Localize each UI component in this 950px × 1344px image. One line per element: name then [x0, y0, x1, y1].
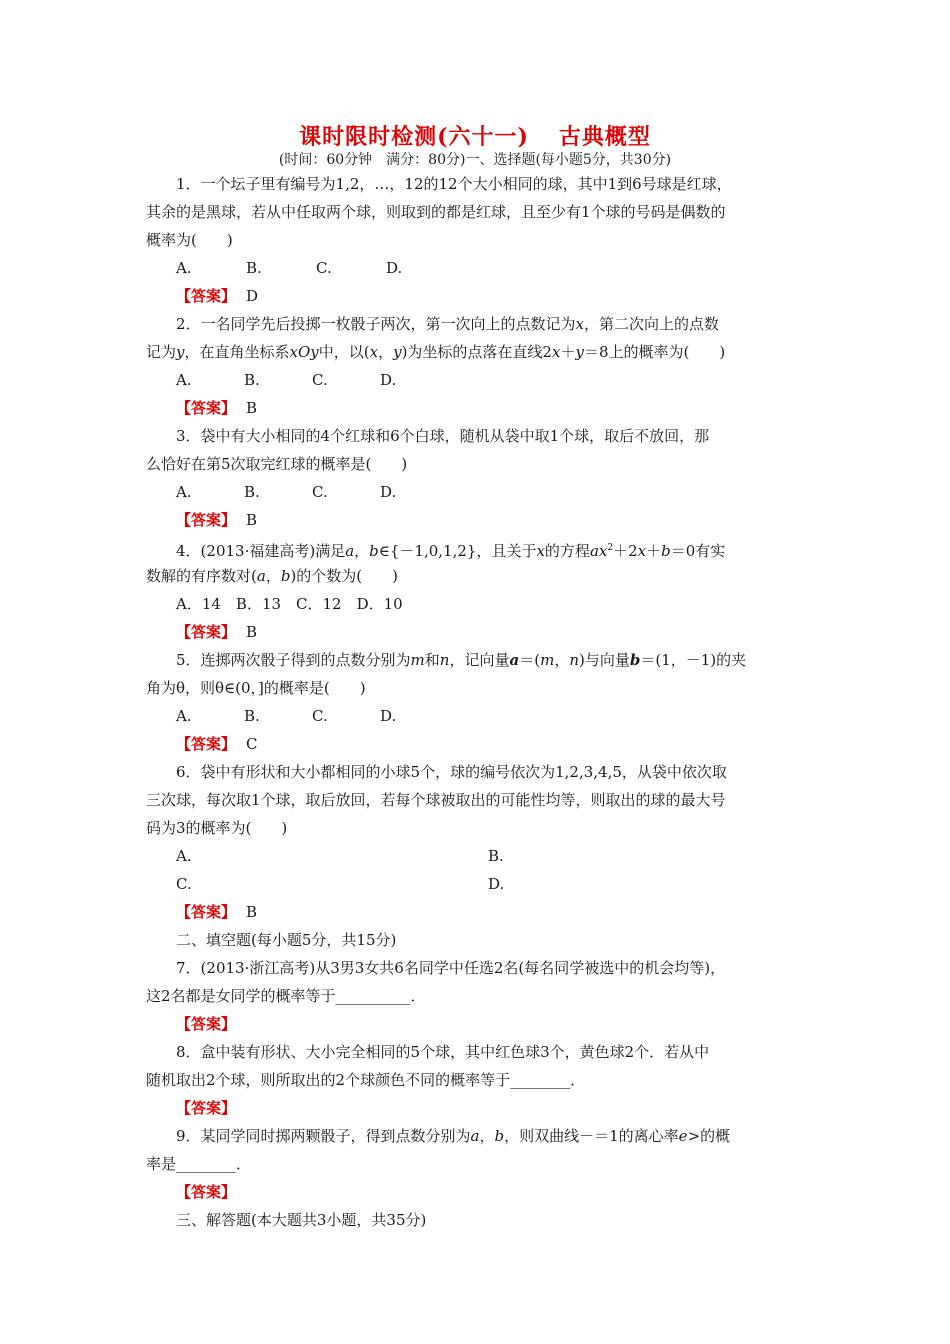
question-1-answer — [146, 282, 812, 310]
option-b: B. — [488, 847, 504, 865]
answer-tag: 【答案】 — [176, 399, 237, 417]
section-3-heading: 三、解答题(本大题共3小题，共35分) — [176, 1211, 427, 1229]
question-1-line-2: 其余的是黑球，若从中任取两个球，则取到的都是红球，且至少有1个球的号码是偶数的 — [146, 203, 726, 221]
option-d: D. — [488, 875, 505, 893]
answer-value: B — [246, 623, 258, 641]
option-a: A. — [176, 371, 192, 389]
question-1-line-1: 1．一个坛子里有编号为1,2，…，12的12个大小相同的球，其中1到6号球是红球， — [176, 175, 732, 193]
question-2-answer — [146, 394, 812, 422]
answer-value: C — [246, 735, 258, 753]
option-b: B. — [244, 707, 260, 725]
question-2-line-2: 记为y，在直角坐标系xOy中，以(x，y)为坐标的点落在直线2x＋y＝8上的概率为( ) — [146, 343, 726, 361]
answer-tag: 【答案】 — [176, 511, 237, 529]
option-b: B. — [246, 259, 262, 277]
page-title — [0, 120, 950, 151]
question-1-line-3: 概率为( ) — [146, 231, 233, 249]
answer-tag: 【答案】 — [176, 1183, 237, 1201]
option-a: A. — [176, 259, 192, 277]
option-a: A. — [176, 847, 192, 865]
question-6-answer — [146, 898, 812, 926]
option-a: A. — [176, 483, 192, 501]
option-d: D. — [380, 371, 397, 389]
title-main: 课时限时检测(六十一) — [299, 124, 529, 150]
question-7-answer — [146, 1010, 812, 1038]
option-c: C. — [176, 875, 192, 893]
answer-value: B — [246, 511, 258, 529]
question-1-options — [146, 254, 812, 282]
question-2-options — [146, 366, 812, 394]
question-6-options-row-2 — [146, 870, 812, 898]
option-c: C. — [312, 707, 328, 725]
question-4-line-2: 数解的有序数对(a，b)的个数为( ) — [146, 567, 398, 585]
question-6-line-1: 6．袋中有形状和大小都相同的小球5个，球的编号依次为1,2,3,4,5，从袋中依次取 — [176, 763, 727, 781]
option-d: D. — [386, 259, 403, 277]
answer-tag: 【答案】 — [176, 903, 237, 921]
answer-tag: 【答案】 — [176, 1099, 237, 1117]
option-b: B. — [244, 371, 260, 389]
answer-value: B — [246, 399, 258, 417]
question-5-options — [146, 702, 812, 730]
question-7-line-2: 这2名都是女同学的概率等于__________． — [146, 987, 426, 1005]
exam-info: (时间：60分钟 满分：80分)一、选择题(每小题5分，共30分) — [278, 152, 672, 168]
option-c: C. — [312, 371, 328, 389]
question-9-answer — [146, 1178, 812, 1206]
question-5-line-2: 角为θ，则θ∈(0，]的概率是( ) — [146, 679, 366, 697]
answer-tag: 【答案】 — [176, 735, 237, 753]
question-6-line-3: 码为3的概率为( ) — [146, 819, 288, 837]
question-5-line-1: 5．连掷两次骰子得到的点数分别为m和n，记向量a＝(m，n)与向量b＝(1，－1)的夹 — [176, 651, 747, 669]
question-8-line-2: 随机取出2个球，则所取出的2个球颜色不同的概率等于________． — [146, 1071, 586, 1089]
question-6-line-2: 三次球，每次取1个球，取后放回，若每个球被取出的可能性均等，则取出的球的最大号 — [146, 791, 726, 809]
question-2-line-1: 2．一名同学先后投掷一枚骰子两次，第一次向上的点数记为x，第二次向上的点数 — [176, 315, 720, 333]
question-8-answer — [146, 1094, 812, 1122]
question-5-answer — [146, 730, 812, 758]
question-3-answer — [146, 506, 812, 534]
option-b: B. — [244, 483, 260, 501]
question-8-line-1: 8．盒中装有形状、大小完全相同的5个球，其中红色球3个，黄色球2个．若从中 — [176, 1043, 710, 1061]
question-9-line-2: 率是________． — [146, 1155, 252, 1173]
question-list — [146, 170, 812, 1234]
answer-value: B — [246, 903, 258, 921]
option-a: A. — [176, 707, 192, 725]
question-9-line-1: 9．某同学同时掷两颗骰子，得到点数分别为a，b，则双曲线－＝1的离心率e>的概 — [176, 1127, 731, 1145]
option-c: C. — [312, 483, 328, 501]
question-6-options-row-1 — [146, 842, 812, 870]
title-topic: 古典概型 — [558, 124, 651, 150]
question-3-options — [146, 478, 812, 506]
answer-tag: 【答案】 — [176, 287, 237, 305]
question-4-line-1: 4．(2013·福建高考)满足a，b∈{－1,0,1,2}，且关于x的方程$ax^2+2x+b=0$有实 — [176, 542, 726, 560]
question-4-answer — [146, 618, 812, 646]
option-c: C. — [316, 259, 332, 277]
question-3-line-1: 3．袋中有大小相同的4个红球和6个白球，随机从袋中取1个球，取后不放回，那 — [176, 427, 710, 445]
question-4-options: A．14 B．13 C．12 D．10 — [176, 595, 403, 613]
option-d: D. — [380, 483, 397, 501]
answer-tag: 【答案】 — [176, 623, 237, 641]
option-d: D. — [380, 707, 397, 725]
section-2-heading: 二、填空题(每小题5分，共15分) — [176, 931, 397, 949]
answer-tag: 【答案】 — [176, 1015, 237, 1033]
question-3-line-2: 么恰好在第5次取完红球的概率是( ) — [146, 455, 408, 473]
answer-value: D — [246, 287, 259, 305]
question-7-line-1: 7．(2013·浙江高考)从3男3女共6名同学中任选2名(每名同学被选中的机会均等)， — [176, 959, 726, 977]
